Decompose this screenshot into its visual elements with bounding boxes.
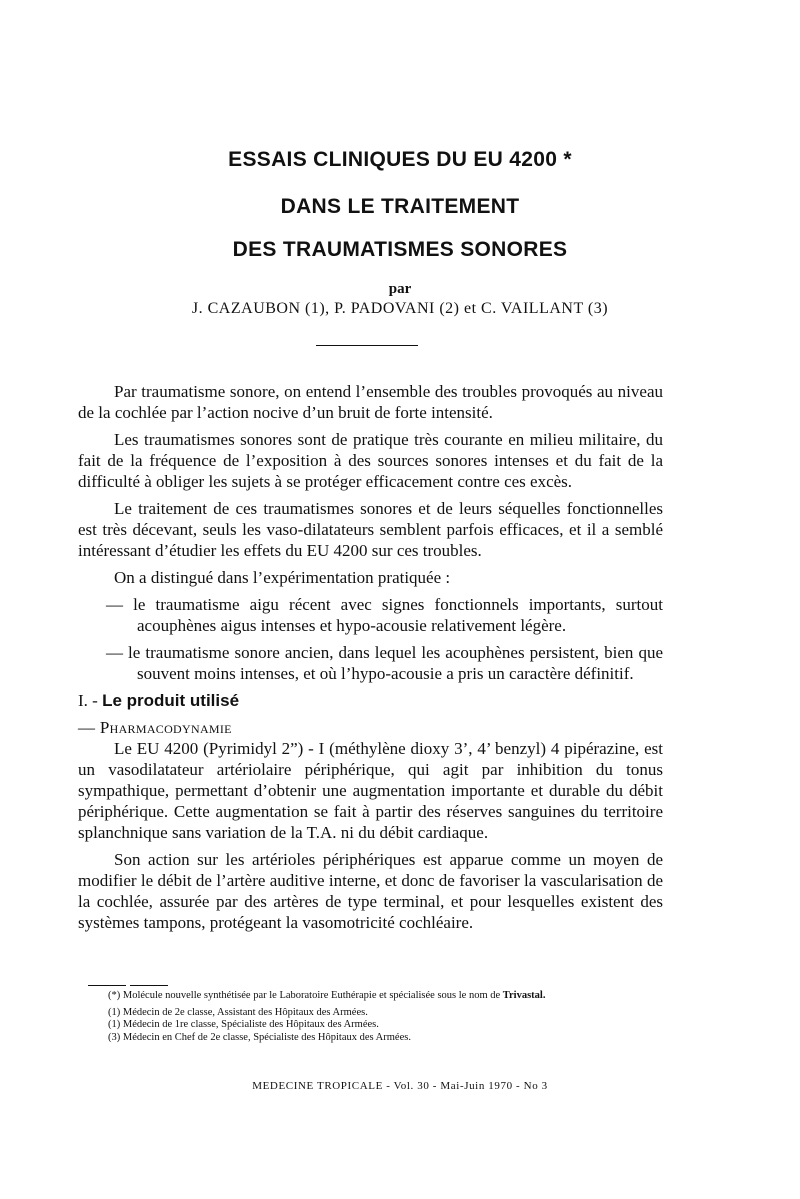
- footnote-star-tail: Trivastal.: [502, 990, 546, 1001]
- title-line-2: DANS LE TRAITEMENT: [280, 195, 520, 218]
- footnote-3: (3) Médecin en Chef de 2e classe, Spécialiste des Hôpitaux des Armées.: [108, 1031, 411, 1043]
- footnote-rule: [88, 985, 126, 986]
- title-line-3: DES TRAUMATISMES SONORES: [232, 238, 568, 261]
- footnote-rule: [130, 985, 168, 986]
- footnotes: [88, 990, 660, 1044]
- section-number: I. -: [78, 691, 98, 710]
- section-paragraph: Le EU 4200 (Pyrimidyl 2”) - I (méthylène dioxy 3’, 4’ benzyl) 4 pipérazine, est un vasodilatateur artériolaire périphérique, qui agit par inhibition du tonus sympathique, permettant d’obtenir une augmentation importante et durable du débit périphérique. Cette augmentation se fait à partir des réserves sanguines du territoire splanchnique sans variation de la T.A. ni du débit cardiaque.: [78, 739, 663, 842]
- title-line-1: ESSAIS CLINIQUES DU EU 4200 *: [228, 148, 572, 171]
- list-item: — le traumatisme aigu récent avec signes fonctionnels importants, surtout acouphènes aigus intenses et hypo-acousie relativement légère.: [106, 595, 663, 635]
- footnote-2: (1) Médecin de 1re classe, Spécialiste des Hôpitaux des Armées.: [108, 1019, 379, 1030]
- subheading-dash: —: [78, 718, 100, 737]
- intro-paragraph: Le traitement de ces traumatismes sonores et de leurs séquelles fonctionnelles est très décevant, seuls les vaso-dilatateurs semblent parfois efficaces, et il a semblé intéressant d’étudier les effets du EU 4200 sur ces troubles.: [78, 499, 663, 560]
- subheading-label: Pharmacodynamie: [99, 718, 232, 737]
- section-heading: [78, 690, 663, 711]
- running-footer: MEDECINE TROPICALE - Vol. 30 - Mai-Juin 1970 - No 3: [252, 1080, 548, 1092]
- byline-par: par: [388, 281, 412, 297]
- subheading: [78, 717, 663, 738]
- title-divider: [316, 345, 418, 346]
- intro-paragraph: On a distingué dans l’expérimentation pratiquée :: [114, 568, 451, 587]
- section-paragraph: Son action sur les artérioles périphériques est apparue comme un moyen de modifier le débit de l’artère auditive interne, et donc de favoriser la vascularisation de la cochlée, assurée par des artères de type terminal, et pour lesquelles existent des systèmes tampons, protégeant la vasomotricité cochléaire.: [78, 850, 663, 932]
- author-list: J. CAZAUBON (1), P. PADOVANI (2) et C. VAILLANT (3): [191, 300, 609, 317]
- article-body: [78, 381, 663, 939]
- footnote-star-text: (*) Molécule nouvelle synthétisée par le Laboratoire Euthérapie et spécialisée sous le nom de: [108, 990, 501, 1001]
- section-title: Le produit utilisé: [102, 691, 240, 710]
- intro-paragraph: Les traumatismes sonores sont de pratique très courante en milieu militaire, du fait de la fréquence de l’exposition à des sources sonores intenses et du fait de la difficulté à obliger les sujets à se protéger efficacement contre ces excès.: [78, 430, 663, 491]
- footnote-1: (1) Médecin de 2e classe, Assistant des Hôpitaux des Armées.: [108, 1006, 368, 1018]
- footnote-star: [88, 990, 660, 1003]
- footnote-list: [88, 1007, 660, 1045]
- list-item: — le traumatisme sonore ancien, dans lequel les acouphènes persistent, bien que souvent moins intenses, et où l’hypo-acousie a pris un caractère définitif.: [106, 643, 663, 683]
- intro-paragraph: Par traumatisme sonore, on entend l’ensemble des troubles provoqués au niveau de la cochlée par l’action nocive d’un bruit de forte intensité.: [78, 382, 663, 422]
